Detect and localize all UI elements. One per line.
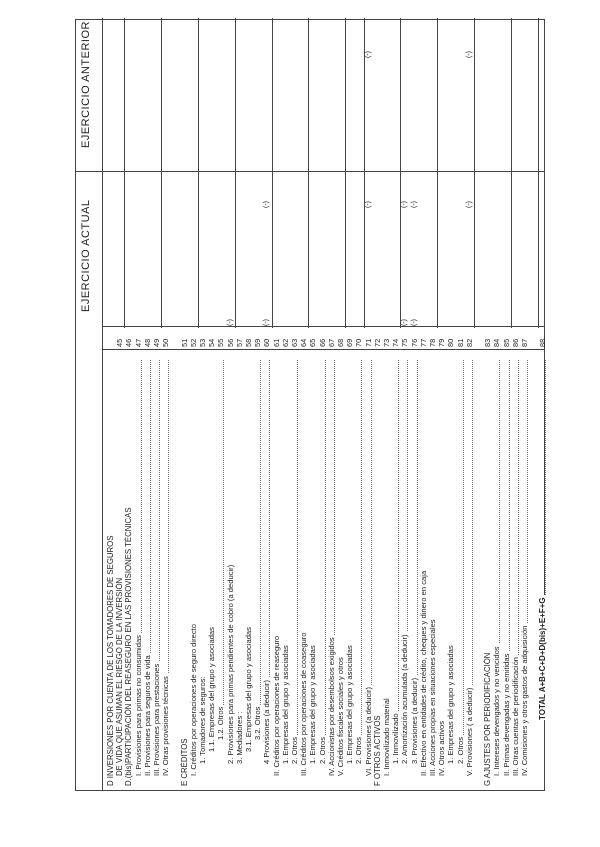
line-item-label xyxy=(290,356,299,764)
deduction-marker: (-) xyxy=(401,201,409,208)
deduction-marker: (-) xyxy=(364,201,372,208)
grid-line xyxy=(235,18,236,328)
section-heading xyxy=(483,356,492,786)
line-item-label xyxy=(253,356,262,740)
grid-line xyxy=(272,18,273,328)
section-heading xyxy=(124,356,133,786)
line-item-label xyxy=(216,356,225,740)
line-item-text: I. Inmovilizado material xyxy=(382,698,391,776)
grid-line xyxy=(400,18,401,328)
line-item-text: IV. Accionistas por desembolsos exigidos xyxy=(326,637,336,776)
column-header-previous-year: EJERCICIO ANTERIOR xyxy=(80,21,92,148)
line-item-label xyxy=(446,356,455,764)
deduction-marker: (-) xyxy=(410,201,418,208)
dot-leader xyxy=(223,360,224,740)
line-item-text: E CRÉDITOS xyxy=(179,738,189,786)
line-item-label xyxy=(143,356,152,776)
deduction-marker: (-) xyxy=(263,201,271,208)
amount-grid xyxy=(102,18,544,328)
line-number: 65 xyxy=(308,338,318,347)
line-number: 71 xyxy=(363,338,373,347)
grid-line xyxy=(474,18,475,328)
line-number: 79 xyxy=(437,338,447,347)
dot-leader xyxy=(463,360,464,764)
line-item-text: III. Créditos por operaciones de coaseguro xyxy=(299,632,309,776)
line-number: 56 xyxy=(225,338,235,347)
line-number: 84 xyxy=(492,338,502,347)
line-item-label xyxy=(511,356,520,776)
line-item-text: 1. Empresas del grupo y asociadas xyxy=(280,645,290,764)
line-item-text: G AJUSTES POR PERIODIFICACIÓN xyxy=(483,652,493,786)
dot-leader xyxy=(398,360,399,764)
line-number: 55 xyxy=(216,338,226,347)
total-label xyxy=(538,356,547,720)
line-number: 70 xyxy=(354,338,364,347)
grid-line xyxy=(364,18,365,328)
line-item-text: VI. Provisiones (a deducir) xyxy=(363,686,373,776)
line-item-label xyxy=(391,356,400,764)
line-item-label xyxy=(502,356,511,776)
line-item-label xyxy=(262,356,271,764)
line-number: 66 xyxy=(317,338,327,347)
line-number: 81 xyxy=(455,338,465,347)
line-item-text: 2. Provisiones para primas pendientes de cobro (a deducir) xyxy=(225,564,235,764)
line-item-text: 1. Empresas del grupo y asociadas xyxy=(345,645,355,764)
line-item-label xyxy=(382,356,391,776)
line-item-text: TOTAL A+B+C+D+D(bis)+E+F+G xyxy=(538,597,548,720)
line-item-label xyxy=(318,356,327,764)
line-item-label xyxy=(161,356,170,776)
line-item-text: IV. Comisiones y otros gastos de adquisición xyxy=(520,625,529,776)
grid-line xyxy=(161,18,162,328)
line-number: 53 xyxy=(198,338,207,347)
line-item-text: 2. Otros xyxy=(317,736,327,764)
line-number: 68 xyxy=(336,338,345,347)
line-number: 50 xyxy=(161,338,171,347)
line-item-label xyxy=(492,356,501,776)
line-item-label xyxy=(134,356,143,776)
line-number: 47 xyxy=(133,338,143,347)
line-item-label xyxy=(520,356,529,776)
deduction-marker: (-) xyxy=(465,201,473,208)
line-item-label xyxy=(437,356,446,776)
line-item-label xyxy=(235,356,244,764)
line-number: 61 xyxy=(271,338,281,347)
line-item-label xyxy=(410,356,419,764)
line-item-text: 3.1. Empresas del grupo y asociadas xyxy=(244,627,253,752)
deduction-marker: (-) xyxy=(465,51,473,58)
grid-line xyxy=(124,18,125,328)
balance-sheet-form xyxy=(75,19,548,791)
line-number: 86 xyxy=(510,338,520,347)
line-number: 48 xyxy=(142,338,152,347)
line-item-text: V. Créditos fiscales sociales y otros xyxy=(336,657,345,776)
line-item-label xyxy=(272,356,281,776)
line-number: 73 xyxy=(382,338,391,347)
line-number: 59 xyxy=(253,338,263,347)
line-item-label xyxy=(281,356,290,764)
line-item-text: 3.2. Otros xyxy=(253,706,263,740)
section-heading xyxy=(373,356,382,786)
section-heading xyxy=(106,356,115,786)
line-number: 82 xyxy=(464,338,474,347)
line-number: 78 xyxy=(428,338,437,347)
line-item-label xyxy=(428,356,437,776)
line-item-text: III. Acciones propias en situaciones especiales xyxy=(428,619,437,776)
line-item-text: D INVERSIONES POR CUENTA DE LOS TOMADORES DE SEGUROS xyxy=(106,535,115,786)
line-item-label xyxy=(207,356,216,752)
line-number: 72 xyxy=(372,338,382,347)
column-header-row xyxy=(76,18,103,790)
line-number: 87 xyxy=(520,338,529,347)
line-item-label xyxy=(336,356,345,776)
line-item-text: 3. Provisiones (a deducir) xyxy=(409,677,419,764)
line-item-text: 2. Otros xyxy=(455,736,465,764)
line-item-text: II. Créditos por operaciones de reaseguro xyxy=(271,635,281,776)
line-item-label xyxy=(226,356,235,764)
line-item-label xyxy=(308,356,317,764)
grid-line xyxy=(345,18,346,328)
line-number: 46 xyxy=(124,338,134,347)
line-number: 67 xyxy=(326,338,336,347)
line-number: 58 xyxy=(244,338,253,347)
line-number: 49 xyxy=(152,338,161,347)
line-item-text: DE VIDA QUE ASUMAN EL RIESGO DE LA INVERSIÓN xyxy=(115,577,125,776)
line-number: 52 xyxy=(188,338,198,347)
line-number: 60 xyxy=(262,338,272,347)
line-item-label xyxy=(364,356,373,776)
deduction-marker: (-) xyxy=(410,319,418,326)
line-item-text: IV. Otras provisiones técnicas xyxy=(161,676,171,776)
line-item-text: 3. Mediadores : xyxy=(234,711,244,764)
line-item-text: III. Otras cuentas de periodificación xyxy=(510,656,520,776)
line-item-text: 2. Otros xyxy=(354,736,364,764)
line-item-text: III. Provisiones para prestaciones xyxy=(152,663,161,776)
line-item-label xyxy=(400,356,409,764)
line-item-text: 1. Inmovilizado xyxy=(391,713,401,764)
line-item-text: 1. Empresas del grupo y asociadas xyxy=(446,645,456,764)
deduction-marker: (-) xyxy=(364,51,372,58)
line-item-label xyxy=(419,356,428,776)
line-item-label xyxy=(299,356,308,776)
line-item-text: D.(bis)PARTICIPACIÓN DEL REASEGURO EN LAS PROVISIONES TÉCNICAS xyxy=(124,507,134,786)
line-number: 75 xyxy=(400,338,410,347)
line-number: 64 xyxy=(299,338,309,347)
line-item-label xyxy=(465,356,474,776)
deduction-marker: (-) xyxy=(263,319,271,326)
grid-line xyxy=(437,18,438,328)
line-item-label xyxy=(345,356,354,764)
line-item-text: F OTROS ACTIVOS xyxy=(372,715,382,786)
line-item-text: 2. Otros xyxy=(290,736,299,764)
line-number: 51 xyxy=(179,338,189,347)
line-number: 63 xyxy=(290,338,299,347)
line-item-text: 2. Amortización acumulada (a deducir) xyxy=(400,634,410,764)
dot-leader xyxy=(297,360,298,764)
grid-line xyxy=(538,18,539,328)
line-item-label xyxy=(244,356,253,752)
line-number: 85 xyxy=(501,338,511,347)
line-item-label xyxy=(327,356,336,776)
line-item-text: II. Efectivo en entidades de crédito, cheques y dinero en caja xyxy=(418,570,428,776)
line-number: 74 xyxy=(391,338,401,347)
dot-leader xyxy=(361,360,362,764)
line-item-label xyxy=(152,356,161,776)
line-item-text: I. Provisiones para primas no consumidas xyxy=(133,635,143,776)
line-item-text: 4 Provisiones (a deducir) xyxy=(262,680,272,764)
line-item-text: 1.1. Empresas del grupo y asociadas xyxy=(207,627,217,752)
line-item-text: V. Provisiones ( a deducir) xyxy=(464,687,474,776)
line-item-text: 1.2. Otros xyxy=(216,706,226,740)
line-number: 77 xyxy=(418,338,428,347)
line-item-label xyxy=(354,356,363,764)
deduction-marker: (-) xyxy=(401,319,409,326)
line-number: 69 xyxy=(345,338,355,347)
line-number: 54 xyxy=(207,338,217,347)
line-item-text: I. Créditos por operaciones de seguro directo xyxy=(188,624,198,776)
grid-line xyxy=(198,18,199,328)
deduction-marker: (-) xyxy=(226,319,234,326)
line-number: 45 xyxy=(115,338,125,347)
line-number: 88 xyxy=(538,338,548,347)
dot-leader xyxy=(325,360,326,764)
line-item-label xyxy=(456,356,465,764)
line-item-text: IV. Otros activos xyxy=(437,720,447,776)
line-number: 62 xyxy=(280,338,290,347)
line-item-text: II. Primas devengadas y no emitidas xyxy=(501,653,511,776)
grid-line xyxy=(511,18,512,328)
line-item-label xyxy=(198,356,207,764)
section-heading xyxy=(115,356,124,776)
line-number: 83 xyxy=(483,338,493,347)
line-item-label xyxy=(189,356,198,776)
line-item-text: II. Provisiones para seguros de vida xyxy=(142,655,152,776)
line-item-text: 1. Tomadores de seguros: xyxy=(198,676,207,764)
section-heading xyxy=(180,356,189,786)
line-number-column xyxy=(102,326,548,350)
description-column xyxy=(102,350,548,790)
line-number: 76 xyxy=(409,338,419,347)
column-header-current-year: EJERCICIO ACTUAL xyxy=(80,199,92,312)
line-number: 80 xyxy=(446,338,456,347)
line-item-text: 1. Empresas del grupo y asociadas xyxy=(308,645,318,764)
line-number: 57 xyxy=(234,338,244,347)
dot-leader xyxy=(260,360,261,740)
grid-line xyxy=(308,18,309,328)
line-item-text: I. Intereses devengados y no vencidos xyxy=(492,646,502,776)
